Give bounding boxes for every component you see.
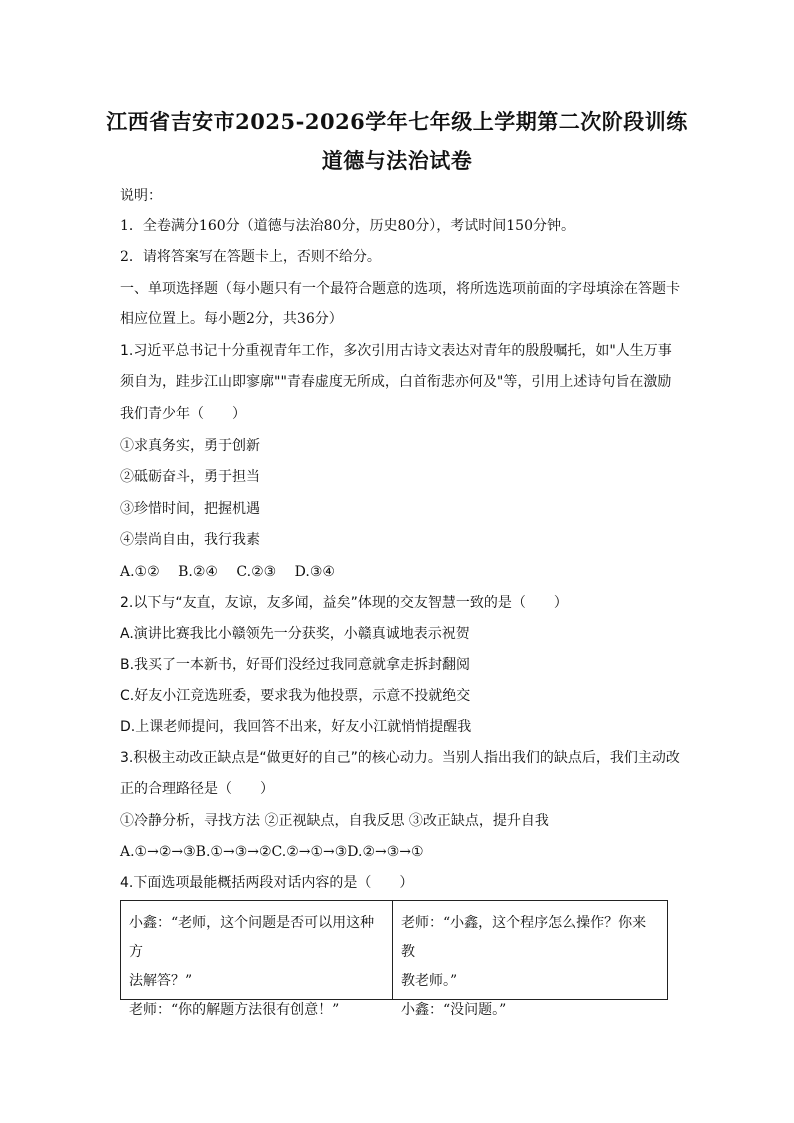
q3-stem-1: 3.积极主动改正缺点是“做更好的自己”的核心动力。当别人指出我们的缺点后，我们主动改	[120, 750, 680, 766]
notes-label: 说明：	[120, 188, 162, 204]
q1-stem-1: 1.习近平总书记十分重视青年工作，多次引用古诗文表达对青年的殷殷嘱托，如"人生万事	[120, 343, 672, 359]
dialogue-right-line-1: 老师：“小鑫，这个程序怎么操作？你来教	[401, 915, 647, 960]
q2-option-a: A.演讲比赛我比小赣领先一分获奖，小赣真诚地表示祝贺	[120, 626, 470, 642]
dialogue-right-line-3: 小鑫：“没问题。”	[401, 1002, 507, 1018]
q3-items: ①冷静分析，寻找方法 ②正视缺点，自我反思 ③改正缺点，提升自我	[120, 813, 549, 829]
q1-option-a: A.①②	[120, 564, 160, 580]
q1-stem-3: 我们青少年（ ）	[120, 406, 246, 422]
q2-option-b: B.我买了一本新书，好哥们没经过我同意就拿走拆封翻阅	[120, 657, 471, 673]
q1-stem-2: 须自为，跬步江山即寥廓""青春虚度无所成，白首衔悲亦何及"等，引用上述诗句旨在激励	[120, 374, 672, 390]
q4-stem: 4.下面选项最能概括两段对话内容的是（ ）	[120, 875, 414, 891]
q1-option-b: B.②④	[178, 564, 218, 580]
dialogue-left-line-1: 小鑫：“老师，这个问题是否可以用这种方	[129, 915, 375, 960]
dialogue-table	[120, 900, 668, 1018]
section-instructions-2: 相应位置上。每小题2分，共36分）	[120, 311, 343, 327]
note-1: 1．全卷满分160分（道德与法治80分，历史80分），考试时间150分钟。	[120, 218, 575, 234]
q1-options	[120, 562, 349, 582]
dialogue-left-cell	[121, 901, 393, 1018]
q1-option-c: C.②③	[236, 564, 277, 580]
q1-item-2: ②砥砺奋斗，勇于担当	[120, 469, 260, 485]
dialogue-right-cell	[393, 901, 667, 1018]
exam-subtitle: 道德与法治试卷	[321, 148, 473, 173]
q1-item-1: ①求真务实，勇于创新	[120, 438, 260, 454]
dialogue-right-line-2: 教老师。”	[401, 973, 458, 989]
q2-option-d: D.上课老师提问，我回答不出来，好友小江就悄悄提醒我	[120, 719, 472, 735]
section-instructions-1: 一、单项选择题（每小题只有一个最符合题意的选项，将所选选项前面的字母填涂在答题卡	[120, 281, 680, 297]
q1-item-3: ③珍惜时间，把握机遇	[120, 501, 260, 517]
dialogue-left-line-3: 老师：“你的解题方法很有创意！”	[129, 1002, 340, 1018]
q3-stem-2: 正的合理路径是（ ）	[120, 781, 274, 797]
q2-option-c: C.好友小江竞选班委，要求我为他投票，示意不投就绝交	[120, 688, 471, 704]
q1-item-4: ④崇尚自由，我行我素	[120, 532, 260, 548]
note-2: 2．请将答案写在答题卡上，否则不给分。	[120, 249, 381, 265]
exam-title: 江西省吉安市2025-2026学年七年级上学期第二次阶段训练	[106, 109, 688, 134]
q2-stem: 2.以下与“友直，友谅，友多闻，益矣”体现的交友智慧一致的是（ ）	[120, 595, 568, 611]
q3-options: A.①→②→③B.①→③→②C.②→①→③D.②→③→①	[120, 844, 424, 860]
dialogue-left-line-2: 法解答？”	[129, 973, 193, 989]
q1-option-d: D.③④	[294, 564, 335, 580]
